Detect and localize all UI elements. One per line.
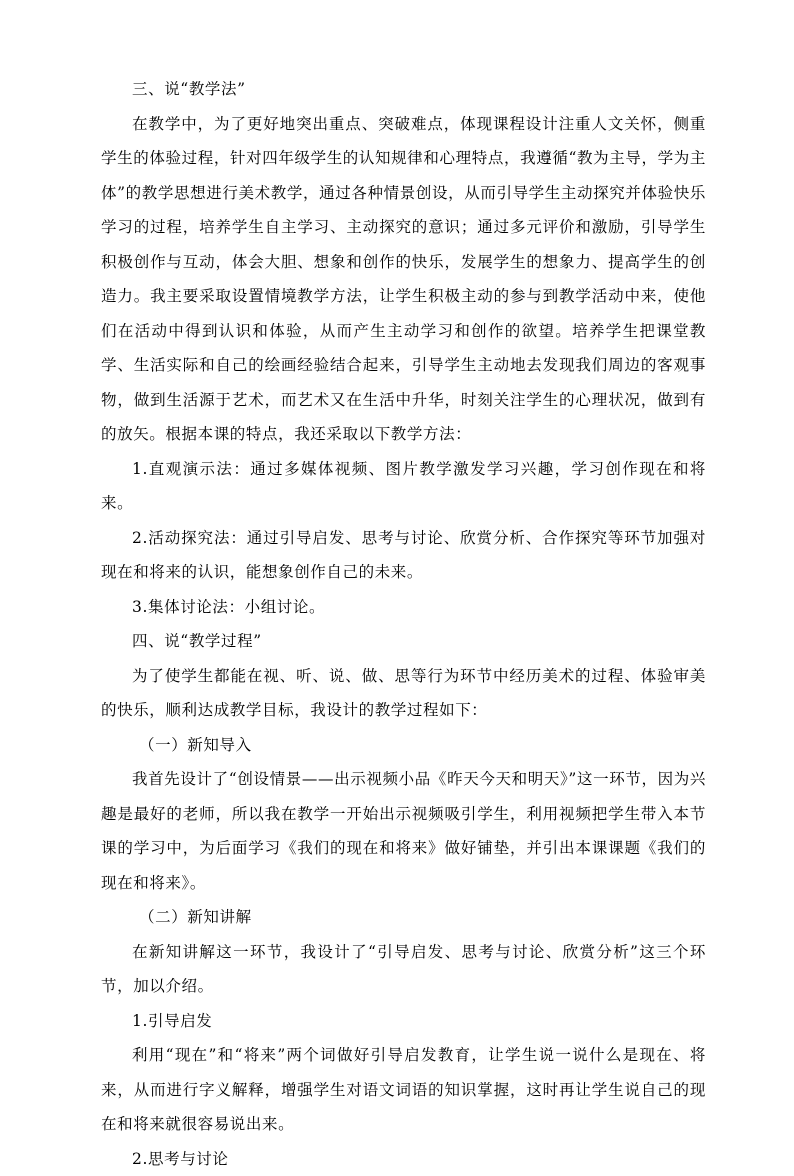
part1-heading: （一）新知导入 [101,728,706,763]
section3-intro-paragraph: 在教学中，为了更好地突出重点、突破难点，体现课程设计注重人文关怀，侧重学生的体验过程，针对四年级学生的认知规律和心理特点，我遵循“教为主导，学为主体”的教学思想进行美术教学，通过各种情景创设，从而引导学生主动探究并体验快乐学习的过程，培养学生自主学习、主动探究的意识；通过多元评价和激励，引导学生积极创作与互动，体会大胆、想象和创作的快乐，发展学生的想象力、提高学生的创造力。我主要采取设置情境教学方法，让学生积极主动的参与到教学活动中来，使他们在活动中得到认识和体验，从而产生主动学习和创作的欲望。培养学生把课堂教学、生活实际和自己的绘画经验结合起来，引导学生主动地去发现我们周边的客观事物，做到生活源于艺术，而艺术又在生活中升华，时刻关注学生的心理状况，做到有的放矢。根据本课的特点，我还采取以下教学方法： [101,107,706,452]
part1-paragraph: 我首先设计了“创设情景——出示视频小品《昨天今天和明天》”这一环节，因为兴趣是最好的老师，所以我在教学一开始出示视频吸引学生，利用视频把学生带入本节课的学习中，为后面学习《我们的现在和将来》做好铺垫，并引出本课课题《我们的现在和将来》。 [101,762,706,900]
part2-paragraph: 在新知讲解这一环节，我设计了“引导启发、思考与讨论、欣赏分析”这三个环节，加以介绍。 [101,935,706,1004]
step1-paragraph: 利用“现在”和“将来”两个词做好引导启发教育，让学生说一说什么是现在、将来，从而进行字义解释，增强学生对语文词语的知识掌握，这时再让学生说自己的现在和将来就很容易说出来。 [101,1038,706,1142]
step1-heading: 1.引导启发 [101,1004,706,1039]
section4-intro-paragraph: 为了使学生都能在视、听、说、做、思等行为环节中经历美术的过程、体验审美的快乐，顺利达成教学目标，我设计的教学过程如下： [101,659,706,728]
method-2-paragraph: 2.活动探究法：通过引导启发、思考与讨论、欣赏分析、合作探究等环节加强对现在和将来的认识，能想象创作自己的未来。 [101,521,706,590]
method-3-paragraph: 3.集体讨论法：小组讨论。 [101,590,706,625]
section4-heading: 四、说“教学过程” [101,624,706,659]
section3-heading: 三、说“教学法” [101,72,706,107]
part2-heading: （二）新知讲解 [101,900,706,935]
document-body [101,72,706,1176]
method-1-paragraph: 1.直观演示法：通过多媒体视频、图片教学激发学习兴趣，学习创作现在和将来。 [101,452,706,521]
step2-heading: 2.思考与讨论 [101,1142,706,1176]
